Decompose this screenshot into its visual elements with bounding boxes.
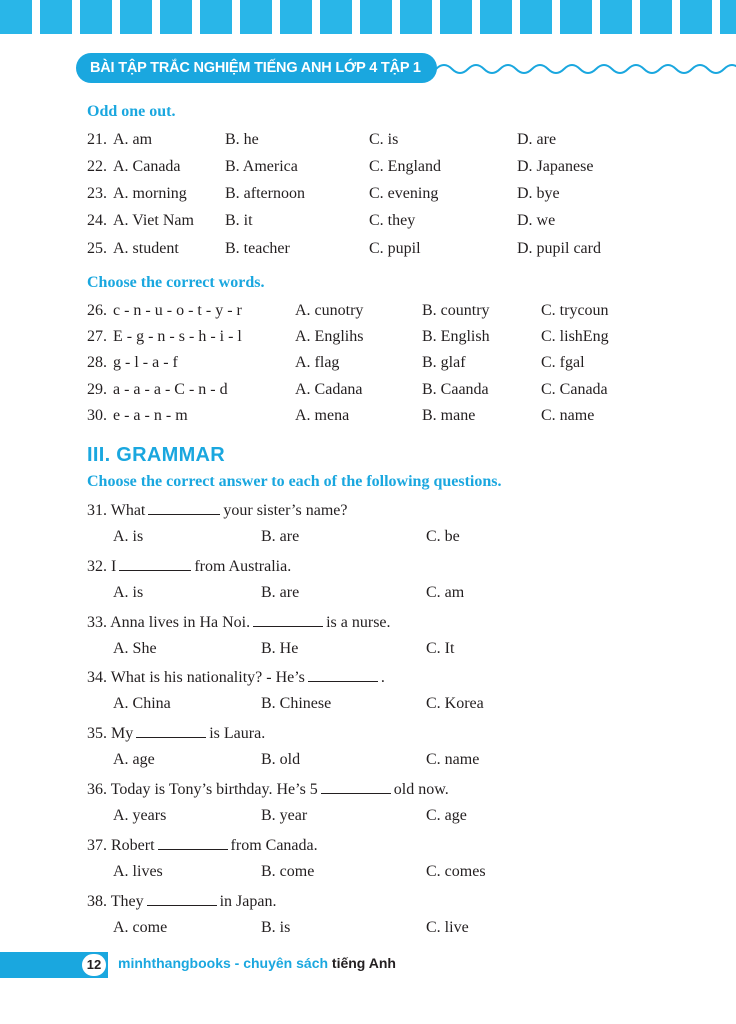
option-c: C. It <box>426 640 455 657</box>
answer-blank <box>136 723 206 738</box>
option-b: B. mane <box>422 407 476 424</box>
answer-row <box>0 917 736 939</box>
footer-brand-emphasis: tiếng Anh <box>331 955 396 971</box>
option-b: B. old <box>261 751 301 768</box>
option-a: A. is <box>113 584 144 601</box>
question-stem <box>87 556 291 578</box>
option-a: A. Cadana <box>295 381 363 398</box>
option-c: C. name <box>426 751 480 768</box>
question-row <box>0 352 736 374</box>
question-row <box>0 326 736 348</box>
stem-start: 31. What <box>87 502 146 519</box>
option-a: A. She <box>113 640 157 657</box>
question-number: 26. <box>87 302 107 319</box>
option-c: C. England <box>369 158 441 175</box>
stem-end: your sister’s name? <box>223 502 348 519</box>
option-c: C. Korea <box>426 695 484 712</box>
option-d: D. we <box>517 212 556 229</box>
option-b: B. is <box>261 919 291 936</box>
stem-start: 38. They <box>87 893 144 910</box>
question-number: 27. <box>87 328 107 345</box>
answer-blank <box>148 500 220 515</box>
option-a: A. Canada <box>113 158 181 175</box>
option-b: B. he <box>225 131 259 148</box>
option-c: C. comes <box>426 863 486 880</box>
option-c: C. name <box>541 407 595 424</box>
option-c: C. am <box>426 584 465 601</box>
option-c: C. fgal <box>541 354 585 371</box>
stem-end: is Laura. <box>209 725 266 742</box>
answer-row <box>0 526 736 548</box>
option-d: D. Japanese <box>517 158 594 175</box>
option-c: C. Canada <box>541 381 608 398</box>
answer-row <box>0 805 736 827</box>
option-a: A. years <box>113 807 167 824</box>
answer-blank <box>147 891 217 906</box>
option-a: A. lives <box>113 863 163 880</box>
option-b: B. are <box>261 584 300 601</box>
stem-end: from Australia. <box>194 558 292 575</box>
option-c: C. is <box>369 131 399 148</box>
section-title-grammar: III. GRAMMAR <box>87 444 226 466</box>
question-stem <box>87 723 265 745</box>
answer-blank <box>253 612 323 627</box>
question-row <box>0 183 736 205</box>
question-stem <box>87 667 385 689</box>
option-b: B. America <box>225 158 298 175</box>
section-title-correct-words: Choose the correct words. <box>87 274 265 291</box>
stem-end: in Japan. <box>219 893 277 910</box>
question-number: 25. <box>87 240 107 257</box>
question-row <box>0 405 736 427</box>
scrambled-letters: e - a - n - m <box>113 407 188 424</box>
option-b: B. afternoon <box>225 185 305 202</box>
stem-start: 33. Anna lives in Ha Noi. <box>87 614 251 631</box>
option-c: C. be <box>426 528 460 545</box>
option-b: B. year <box>261 807 308 824</box>
header-banner: BÀI TẬP TRẮC NGHIỆM TIẾNG ANH LỚP 4 TẬP 1 <box>76 53 437 83</box>
answer-blank <box>158 835 228 850</box>
option-b: B. teacher <box>225 240 290 257</box>
option-c: C. they <box>369 212 416 229</box>
stem-end: is a nurse. <box>326 614 391 631</box>
question-stem <box>87 612 391 634</box>
option-c: C. evening <box>369 185 439 202</box>
answer-row <box>0 582 736 604</box>
option-c: C. live <box>426 919 469 936</box>
option-a: A. China <box>113 695 171 712</box>
stem-start: 35. My <box>87 725 134 742</box>
option-b: B. Caanda <box>422 381 489 398</box>
option-b: B. English <box>422 328 490 345</box>
option-a: A. flag <box>295 354 340 371</box>
option-d: D. are <box>517 131 557 148</box>
question-row <box>0 238 736 260</box>
option-a: A. morning <box>113 185 187 202</box>
stem-start: 37. Robert <box>87 837 155 854</box>
question-number: 24. <box>87 212 107 229</box>
option-c: C. age <box>426 807 467 824</box>
stem-end: from Canada. <box>230 837 318 854</box>
question-stem <box>87 779 449 801</box>
stem-start: 36. Today is Tony’s birthday. He’s 5 <box>87 781 318 798</box>
option-a: A. student <box>113 240 179 257</box>
option-a: A. cunotry <box>295 302 364 319</box>
question-stem <box>87 835 318 857</box>
wave-decoration <box>436 54 736 80</box>
option-a: A. age <box>113 751 155 768</box>
option-b: B. are <box>261 528 300 545</box>
grammar-instruction: Choose the correct answer to each of the following questions. <box>87 473 502 490</box>
question-stem <box>87 891 276 913</box>
scrambled-letters: a - a - a - C - n - d <box>113 381 228 398</box>
option-a: A. mena <box>295 407 350 424</box>
answer-blank <box>308 667 378 682</box>
scrambled-letters: E - g - n - s - h - i - l <box>113 328 242 345</box>
answer-blank <box>119 556 191 571</box>
option-a: A. Englihs <box>295 328 364 345</box>
option-a: A. is <box>113 528 144 545</box>
question-row <box>0 156 736 178</box>
answer-row <box>0 749 736 771</box>
option-a: A. come <box>113 919 168 936</box>
option-d: D. bye <box>517 185 560 202</box>
answer-row <box>0 861 736 883</box>
stem-start: 32. I <box>87 558 117 575</box>
option-b: B. He <box>261 640 299 657</box>
section-title-odd-one-out: Odd one out. <box>87 103 176 120</box>
answer-row <box>0 693 736 715</box>
option-b: B. country <box>422 302 490 319</box>
option-b: B. it <box>225 212 253 229</box>
stem-end: old now. <box>393 781 449 798</box>
scrambled-letters: g - l - a - f <box>113 354 178 371</box>
question-number: 30. <box>87 407 107 424</box>
question-row <box>0 379 736 401</box>
footer-brand-line <box>118 955 396 971</box>
question-number: 23. <box>87 185 107 202</box>
option-c: C. lishEng <box>541 328 609 345</box>
option-b: B. glaf <box>422 354 466 371</box>
scrambled-letters: c - n - u - o - t - y - r <box>113 302 242 319</box>
top-stripe-border <box>0 0 736 34</box>
answer-row <box>0 638 736 660</box>
footer-brand: minhthangbooks - chuyên sách <box>118 955 332 971</box>
question-number: 21. <box>87 131 107 148</box>
option-c: C. trycoun <box>541 302 609 319</box>
option-d: D. pupil card <box>517 240 601 257</box>
option-b: B. come <box>261 863 315 880</box>
stem-start: 34. What is his nationality? - He’s <box>87 669 305 686</box>
page-number: 12 <box>80 952 108 978</box>
question-row <box>0 129 736 151</box>
question-number: 29. <box>87 381 107 398</box>
option-b: B. Chinese <box>261 695 332 712</box>
question-row <box>0 300 736 322</box>
answer-blank <box>321 779 391 794</box>
question-number: 28. <box>87 354 107 371</box>
question-stem <box>87 500 347 522</box>
question-number: 22. <box>87 158 107 175</box>
question-row <box>0 210 736 232</box>
option-a: A. am <box>113 131 153 148</box>
option-a: A. Viet Nam <box>113 212 194 229</box>
option-c: C. pupil <box>369 240 421 257</box>
stem-end: . <box>380 669 385 686</box>
